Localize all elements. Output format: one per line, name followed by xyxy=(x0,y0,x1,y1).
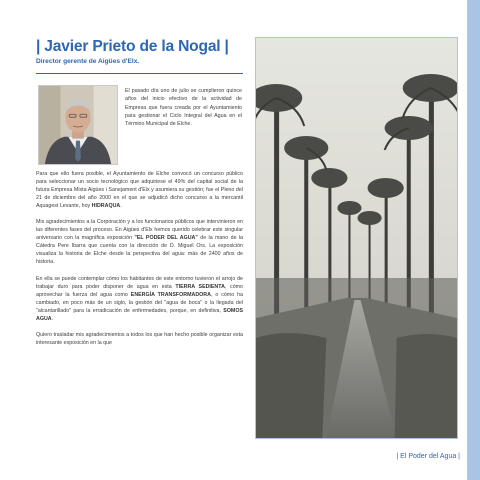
body-text-run: Mis agradecimientos a la Corporación y a los funcionarios públicos que intervinieron en las diferentes fases del proceso. En Aigües d'Elx hemos querido celebrar este singular aniversario con la magnífica exposición xyxy=(36,219,243,242)
emphasis-text: "EL PODER DEL AGUA" xyxy=(134,235,198,242)
body-text-run: Quiero trasladar mis agradecimientos a todos los que han hecho posible organizar esta interesante exposición en la que xyxy=(36,331,243,346)
article-body xyxy=(36,170,243,355)
body-text-run: . xyxy=(51,315,54,322)
paragraph-4 xyxy=(36,331,243,347)
emphasis-text: TIERRA SEDIENTA xyxy=(175,283,225,290)
emphasis-text: ENERGÍA TRANSFORMADORA xyxy=(130,291,211,298)
paragraph-1 xyxy=(36,170,243,210)
title-divider xyxy=(36,73,243,74)
body-text-run: Para que ello fuera posible, el Ayuntamiento de Elche convocó un concurso público para seleccionar un socio tecnológico que adquiriese el 49% del capital social de la futura Empresa Mixta Aigües i Sanejament d'Elx y asumiera su gestión; fue el Pleno del 21 de diciembre del año 2000 en el que se adjudicó dicho concurso a la mercantil Aquagest Levante, hoy xyxy=(36,171,243,210)
decorative-side-bar xyxy=(467,0,480,480)
article-title: | Javier Prieto de la Nogal | xyxy=(36,38,229,55)
body-text-run: . xyxy=(120,203,122,210)
body-text-run: de la mano de la Cátedra Pere Ibarra que cuenta con la dirección de D. Miguel Ors. La exposición visualiza la historia de Elche desde la perspectiva del agua: más de 2400 años de historia. xyxy=(36,235,243,266)
intro-paragraph: El pasado día uno de julio se cumplieron quince años del inicio efectivo de la actividad de Empresa que fuera creada por el Ayuntamiento para gestionar el Ciclo Integral del Agua en el Término Municipal de Elche. xyxy=(125,88,242,128)
author-role: Director gerente de Aigües d'Elx. xyxy=(36,58,140,65)
author-portrait xyxy=(38,85,118,165)
emphasis-text: SOMOS AGUA xyxy=(36,307,243,322)
emphasis-text: HIDRAQUA xyxy=(91,203,121,210)
body-text-run: , o cómo ha cambiado, en poco más de un siglo, la gestión del "agua de boca" o la llegada del "alcantarillado" para la erradicación de enfermedades, porque, en definitiva, xyxy=(36,291,243,314)
footer-label: | El Poder del Agua | xyxy=(396,453,460,460)
palm-grove-canal-photo xyxy=(255,37,458,439)
paragraph-3 xyxy=(36,275,243,323)
paragraph-2 xyxy=(36,218,243,266)
body-text-run: En ella se puede contemplar cómo los habitantes de este entorno tuvieron el arrojo de trabajar duro para poder disponer de agua en esta xyxy=(36,275,243,290)
body-text-run: , cómo aprovechar la fuerza del agua como xyxy=(36,283,244,298)
